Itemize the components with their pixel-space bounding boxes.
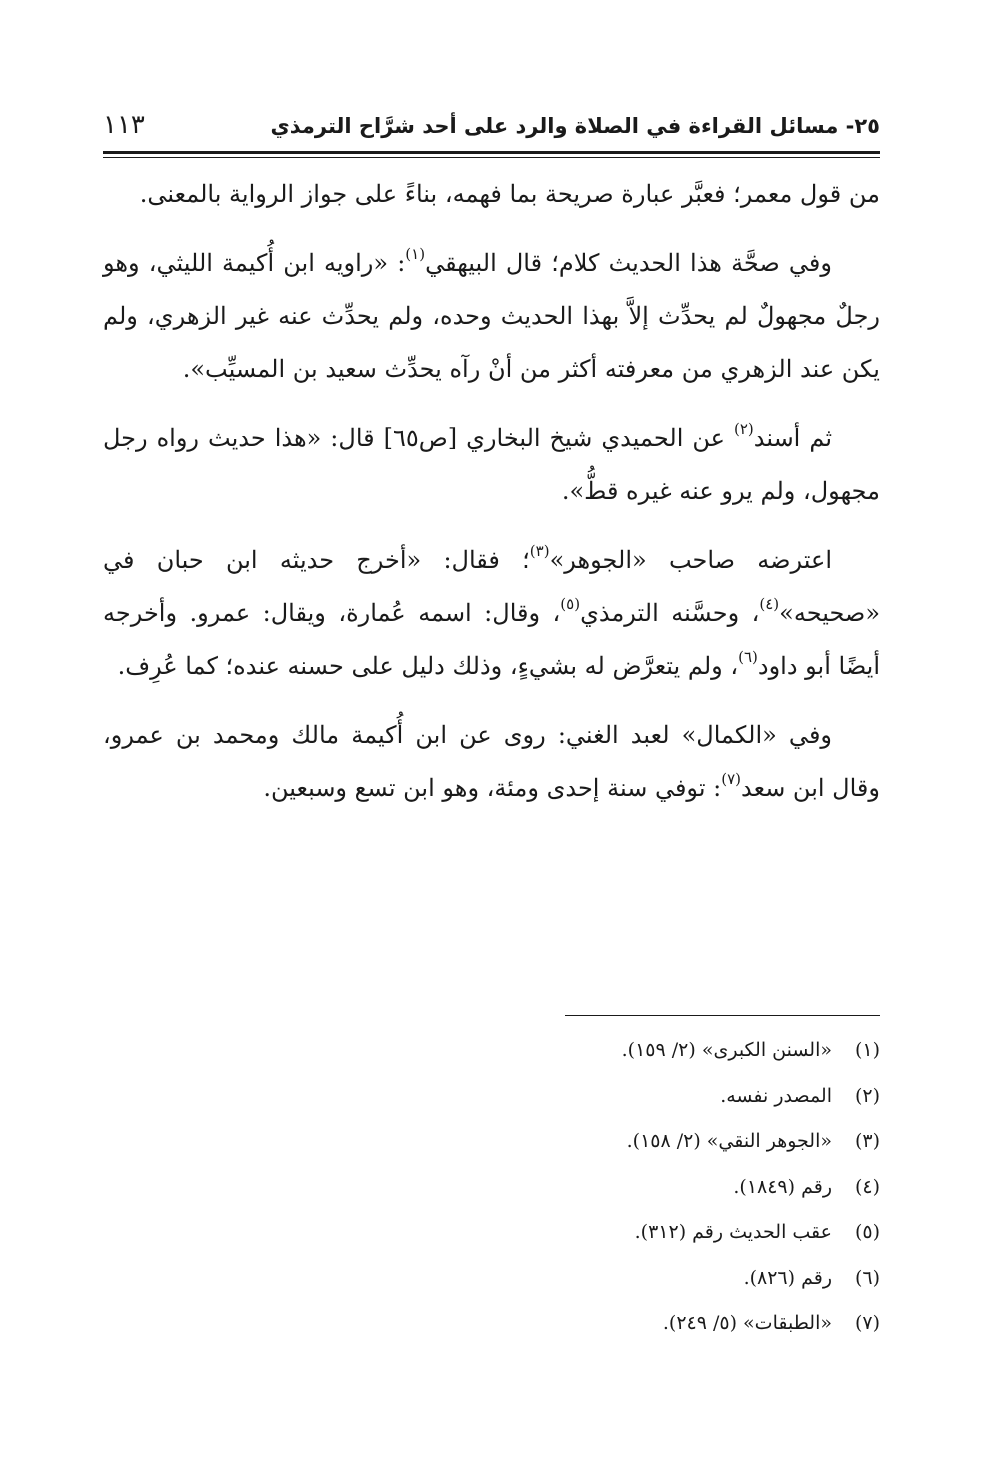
footnote-ref-5[interactable]: (٥): [560, 595, 581, 613]
paragraph-3-text-b: عن الحميدي شيخ البخاري [ص٦٥] قال: «هذا حديث رواه رجل مجهول، ولم يرو عنه غيره قطُّ».: [103, 424, 880, 505]
footnote-item: [480, 1119, 880, 1165]
footnote-ref-4[interactable]: (٤): [759, 595, 780, 613]
footnote-ref-7[interactable]: (٧): [721, 770, 742, 788]
footnote-text: رقم (١٨٤٩).: [733, 1175, 832, 1198]
header-rule-thin: [103, 157, 880, 158]
footnote-ref-6[interactable]: (٦): [738, 648, 758, 666]
paragraph-4-text-c: ، وحسَّنه الترمذي: [580, 599, 760, 627]
footnote-ref-1[interactable]: (١): [405, 245, 426, 263]
footnote-item: [480, 1074, 880, 1120]
paragraph-4-text-a: اعترضه صاحب «الجوهر»: [549, 546, 832, 574]
footnote-number: (٥): [854, 1221, 880, 1243]
paragraph-4-text-e: ، ولم يتعرَّض له بشيءٍ، وذلك دليل على حسنه عنده؛ كما عُرِف.: [117, 652, 739, 680]
footnote-number: (٤): [854, 1175, 880, 1198]
footnote-item: [480, 1256, 880, 1302]
footnote-item: [480, 1301, 880, 1347]
paragraph-3-text-a: ثم أسند: [753, 424, 833, 452]
paragraph-3: [103, 412, 880, 518]
running-header: [103, 108, 880, 152]
header-title: ٢٥- مسائل القراءة في الصلاة والرد على أحد شرَّاح الترمذي: [270, 114, 880, 138]
footnote-number: (٦): [854, 1266, 880, 1289]
main-text: [103, 168, 880, 831]
paragraph-1-text: من قول معمر؛ فعبَّر عبارة صريحة بما فهمه، بناءً على جواز الرواية بالمعنى.: [139, 180, 880, 208]
paragraph-1: [103, 168, 880, 221]
footnote-ref-2[interactable]: (٢): [733, 420, 754, 438]
footnote-item: [480, 1210, 880, 1256]
header-rule-thick: [103, 151, 880, 154]
footnote-text: «السنن الكبرى» (٢/ ١٥٩).: [621, 1039, 832, 1061]
paragraph-2-text-a: وفي صحَّة هذا الحديث كلام؛ قال البيهقي: [425, 249, 832, 277]
footnote-number: (٣): [854, 1130, 880, 1152]
paragraph-4: [103, 534, 880, 693]
footnote-text: «الجوهر النقي» (٢/ ١٥٨).: [626, 1130, 832, 1152]
footnote-text: «الطبقات» (٥/ ٢٤٩).: [662, 1312, 832, 1334]
footnote-item: [480, 1165, 880, 1211]
footnote-text: عقب الحديث رقم (٣١٢).: [634, 1221, 832, 1243]
footnotes: [480, 1028, 880, 1347]
page-number: ١١٣: [103, 110, 145, 140]
footnote-number: (٧): [854, 1312, 880, 1334]
paragraph-4-text-d: ، وقال: اسمه عُمارة، ويقال: عمرو. وأخرجه أيضًا أبو داود: [103, 599, 880, 680]
paragraph-4-text-b: ؛ فقال: «أخرج حديثه ابن حبان في «صحيحه»: [103, 546, 880, 627]
footnote-number: (١): [854, 1039, 880, 1061]
footnote-ref-3[interactable]: (٣): [529, 542, 550, 560]
paragraph-5-text-a: وفي «الكمال» لعبد الغني: روى عن ابن أُكيمة مالك ومحمد بن عمرو، وقال ابن سعد: [103, 721, 880, 802]
footnote-text: المصدر نفسه.: [720, 1084, 832, 1107]
paragraph-2: [103, 237, 880, 396]
footnote-number: (٢): [854, 1084, 880, 1107]
paragraph-5: [103, 709, 880, 815]
paragraph-5-text-b: : توفي سنة إحدى ومئة، وهو ابن تسع وسبعين.: [263, 774, 722, 802]
footnote-separator: [565, 1015, 880, 1016]
footnote-item: [480, 1028, 880, 1074]
footnote-text: رقم (٨٢٦).: [743, 1266, 832, 1289]
paragraph-2-text-b: : «راويه ابن أُكيمة الليثي، وهو رجلٌ مجهولٌ لم يحدِّث إلاَّ بهذا الحديث وحده، ولم يحدِّث عنه غير الزهري، ولم يكن عند الزهري من معرفته أكثر من أنْ رآه يحدِّث سعيد بن المسيِّب».: [103, 249, 880, 383]
